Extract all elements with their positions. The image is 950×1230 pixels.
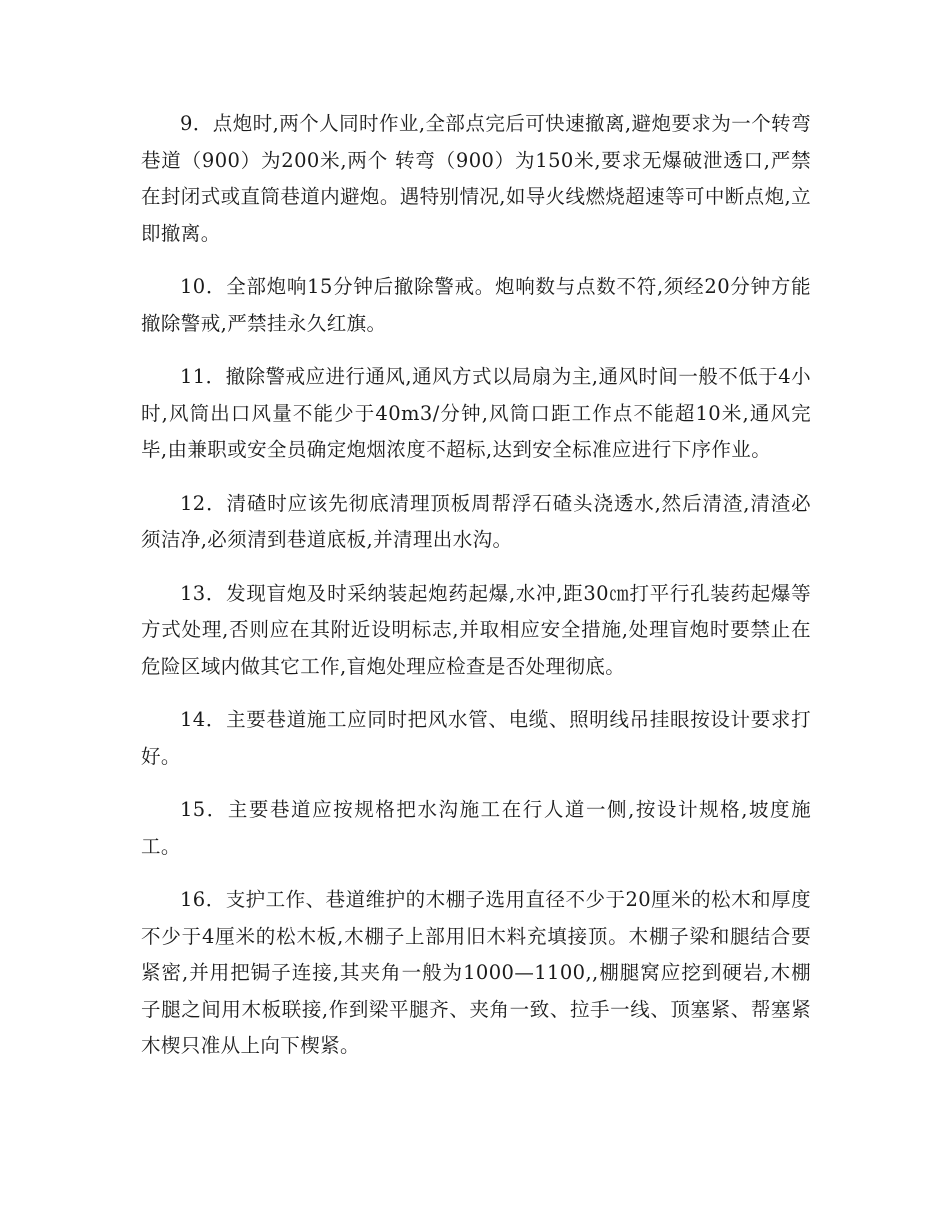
paragraph-item-16: 16．支护工作、巷道维护的木棚子选用直径不少于20厘米的松木和厚度不少于4厘米的松木板,木棚子上部用旧木料充填接顶。木棚子梁和腿结合要紧密,并用把锔子连接,其夹角一般为1000—1100,,棚腿窝应挖到硬岩,木棚子腿之间用木板联接,作到梁平腿齐、夹角一致、拉手一线、顶塞紧、帮塞紧木楔只准从上向下楔紧。	[141, 888, 811, 1057]
paragraph-item-13: 13．发现盲炮及时采纳装起炮药起爆,水冲,距30㎝打平行孔装药起爆等方式处理,否则应在其附近设明标志,并取相应安全措施,处理盲炮时要禁止在危险区域内做其它工作,盲炮处理应检查是否处理彻底。	[141, 581, 811, 678]
paragraph-item-15: 15．主要巷道应按规格把水沟施工在行人道一侧,按设计规格,坡度施工。	[141, 798, 811, 858]
paragraph-item-9: 9．点炮时,两个人同时作业,全部点完后可快速撤离,避炮要求为一个转弯巷道（900）为200米,两个 转弯（900）为150米,要求无爆破泄透口,严禁在封闭式或直筒巷道内避炮。遇特别情况,如导火线燃烧超速等可中断点炮,立即撤离。	[141, 112, 811, 245]
paragraph-item-14: 14．主要巷道施工应同时把风水管、电缆、照明线吊挂眼按设计要求打好。	[141, 708, 811, 768]
paragraph-item-10: 10．全部炮响15分钟后撤除警戒。炮响数与点数不符,须经20分钟方能撤除警戒,严禁挂永久红旗。	[141, 275, 811, 335]
document-body	[141, 106, 811, 1082]
paragraph-item-11: 11．撤除警戒应进行通风,通风方式以局扇为主,通风时间一般不低于4小时,风筒出口风量不能少于40m3/分钟,风筒口距工作点不能超10米,通风完毕,由兼职或安全员确定炮烟浓度不超标,达到安全标准应进行下序作业。	[141, 365, 811, 461]
paragraph-item-12: 12．清碴时应该先彻底清理顶板周帮浮石碴头浇透水,然后清渣,清渣必须洁净,必须清到巷道底板,并清理出水沟。	[141, 491, 811, 551]
